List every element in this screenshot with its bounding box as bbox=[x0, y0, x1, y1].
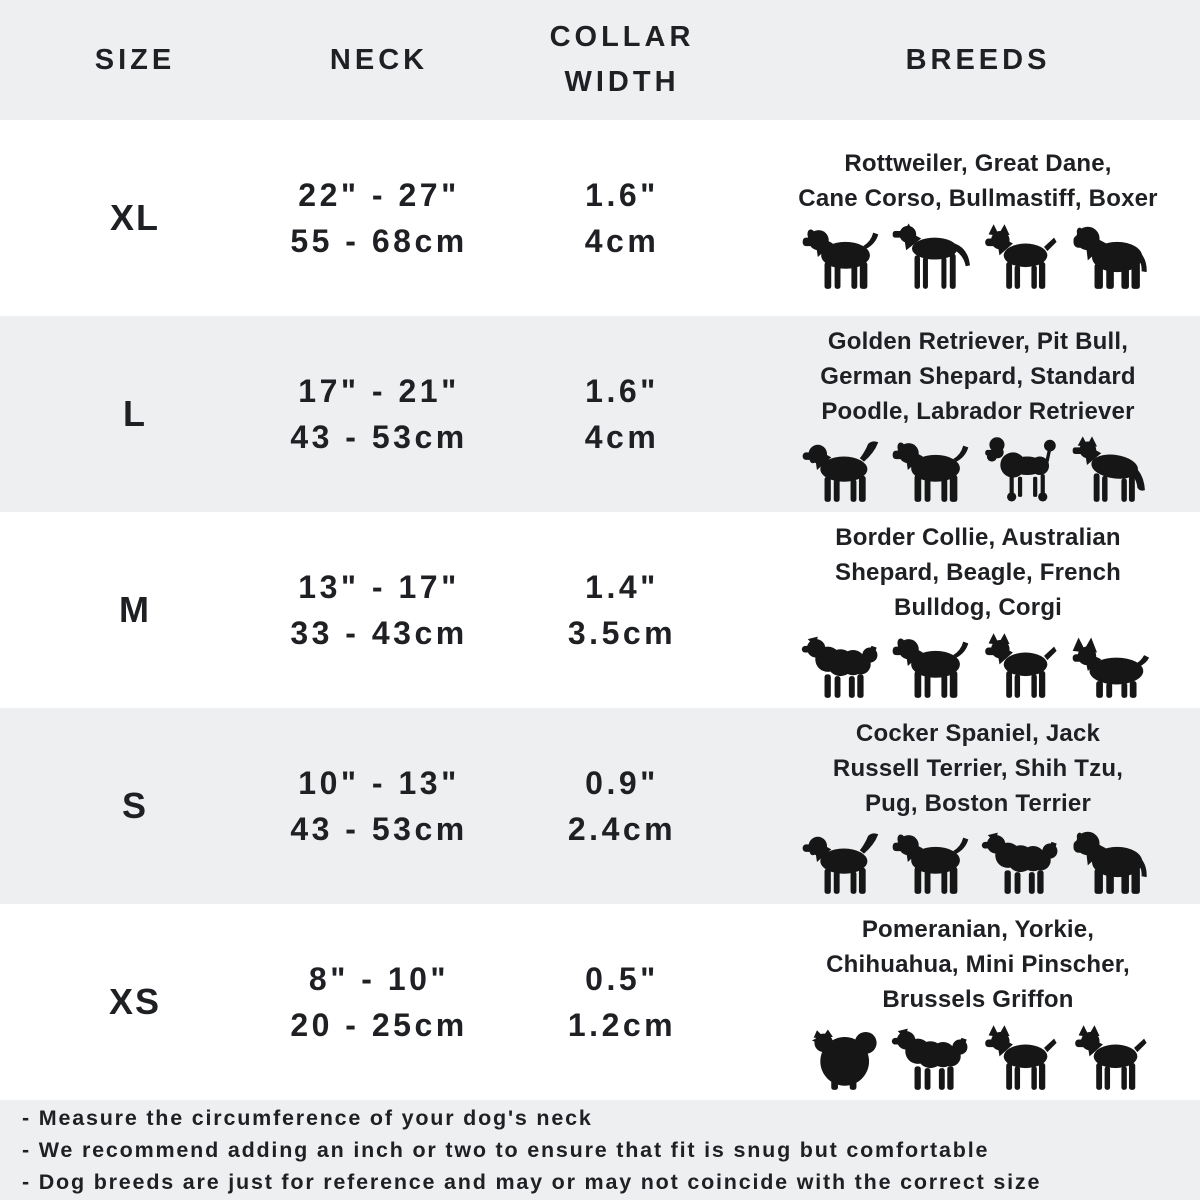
pomeranian-icon bbox=[801, 1024, 885, 1092]
corgi-icon bbox=[1071, 632, 1155, 700]
table-header-row bbox=[0, 0, 1200, 120]
table-row bbox=[0, 316, 1200, 512]
neck-measurement bbox=[270, 368, 488, 460]
header-neck: NECK bbox=[329, 43, 429, 76]
collar-width-measurement bbox=[488, 760, 756, 852]
neck-measurement bbox=[270, 760, 488, 852]
collar-width-centimeters: 1.2cm bbox=[567, 1007, 677, 1043]
breeds-text-line: Cocker Spaniel, Jack bbox=[855, 720, 1101, 747]
size-label: S bbox=[121, 785, 148, 826]
neck-centimeters: 33 - 43cm bbox=[290, 615, 468, 651]
collar-width-centimeters: 4cm bbox=[584, 223, 660, 259]
breeds-text bbox=[826, 912, 1130, 1017]
breeds-text-line: Rottweiler, Great Dane, bbox=[844, 149, 1112, 177]
neck-centimeters: 20 - 25cm bbox=[290, 1007, 468, 1043]
collar-width-measurement bbox=[488, 956, 756, 1048]
neck-measurement bbox=[270, 564, 488, 656]
shih-tzu-icon bbox=[981, 828, 1065, 896]
poodle-icon bbox=[981, 436, 1065, 504]
footnote: - Dog breeds are just for reference and may or may not coincide with the correct size bbox=[22, 1170, 1042, 1194]
golden-retriever-icon bbox=[801, 436, 885, 504]
neck-centimeters: 43 - 53cm bbox=[290, 419, 468, 455]
breeds-cell bbox=[756, 512, 1200, 708]
neck-centimeters: 43 - 53cm bbox=[290, 811, 468, 847]
footnotes bbox=[0, 1100, 1200, 1200]
border-collie-icon bbox=[801, 632, 885, 700]
breeds-text-line: Chihuahua, Mini Pinscher, bbox=[826, 951, 1130, 978]
breeds-text-line: Cane Corso, Bullmastiff, Boxer bbox=[798, 184, 1158, 212]
size-label: XL bbox=[109, 197, 160, 238]
header-size: SIZE bbox=[94, 43, 176, 76]
footnote: - We recommend adding an inch or two to ensure that fit is snug but comfortable bbox=[22, 1138, 990, 1162]
breeds-cell bbox=[756, 708, 1200, 904]
neck-inches: 8" - 10" bbox=[308, 961, 450, 997]
breeds-cell bbox=[756, 316, 1200, 512]
breed-icons bbox=[801, 1024, 1155, 1092]
size-label: M bbox=[119, 589, 151, 630]
beagle-icon bbox=[891, 632, 975, 700]
yorkie-icon bbox=[891, 1024, 975, 1092]
breed-icons bbox=[801, 436, 1155, 504]
jack-russell-icon bbox=[891, 828, 975, 896]
pit-bull-icon bbox=[891, 436, 975, 504]
german-shepherd-icon bbox=[1071, 436, 1155, 504]
chihuahua-icon bbox=[981, 1024, 1065, 1092]
table-body bbox=[0, 120, 1200, 1100]
collar-width-centimeters: 3.5cm bbox=[567, 615, 677, 651]
great-dane-icon bbox=[891, 223, 975, 291]
neck-measurement bbox=[270, 172, 488, 264]
breeds-text-line: German Shepard, Standard bbox=[820, 363, 1136, 390]
breeds-text-line: Bulldog, Corgi bbox=[893, 594, 1063, 621]
breeds-cell bbox=[756, 120, 1200, 316]
collar-width-inches: 1.6" bbox=[585, 177, 659, 213]
breeds-text bbox=[798, 146, 1157, 216]
footnote: - Measure the circumference of your dog's neck bbox=[22, 1106, 593, 1130]
pug-icon bbox=[1071, 828, 1155, 896]
breeds-text bbox=[820, 324, 1136, 429]
cane-corso-icon bbox=[981, 223, 1065, 291]
size-label: XS bbox=[108, 981, 162, 1022]
neck-inches: 10" - 13" bbox=[298, 765, 460, 801]
breeds-text-line: Poodle, Labrador Retriever bbox=[821, 398, 1135, 425]
collar-width-inches: 1.6" bbox=[585, 373, 659, 409]
collar-width-centimeters: 2.4cm bbox=[567, 811, 677, 847]
breeds-text-line: Brussels Griffon bbox=[882, 986, 1074, 1013]
collar-width-inches: 1.4" bbox=[585, 569, 659, 605]
breeds-text-line: Pug, Boston Terrier bbox=[864, 790, 1092, 817]
breeds-text-line: Pomeranian, Yorkie, bbox=[861, 916, 1095, 943]
breeds-text bbox=[835, 520, 1121, 625]
breeds-text-line: Golden Retriever, Pit Bull, bbox=[827, 328, 1129, 355]
neck-measurement bbox=[270, 956, 488, 1048]
breed-icons bbox=[801, 632, 1155, 700]
collar-width-inches: 0.9" bbox=[585, 765, 659, 801]
breed-icons bbox=[801, 828, 1155, 896]
french-bulldog-icon bbox=[981, 632, 1065, 700]
table-row bbox=[0, 904, 1200, 1100]
bullmastiff-icon bbox=[1071, 223, 1155, 291]
header-collar-width: COLLAR WIDTH bbox=[549, 21, 695, 98]
table-row bbox=[0, 120, 1200, 316]
breeds-text bbox=[833, 716, 1123, 821]
breeds-cell bbox=[756, 904, 1200, 1100]
collar-width-centimeters: 4cm bbox=[584, 419, 660, 455]
breeds-text-line: Russell Terrier, Shih Tzu, bbox=[832, 755, 1124, 782]
collar-width-inches: 0.5" bbox=[585, 961, 659, 997]
size-label: L bbox=[123, 393, 147, 434]
breeds-text-line: Border Collie, Australian bbox=[835, 524, 1121, 551]
mini-pinscher-icon bbox=[1071, 1024, 1155, 1092]
neck-inches: 13" - 17" bbox=[298, 569, 460, 605]
header-breeds: BREEDS bbox=[905, 43, 1051, 76]
breeds-text-line: Shepard, Beagle, French bbox=[834, 559, 1121, 586]
breed-icons bbox=[801, 223, 1155, 291]
collar-width-measurement bbox=[488, 564, 756, 656]
neck-inches: 22" - 27" bbox=[298, 177, 460, 213]
collar-width-measurement bbox=[488, 368, 756, 460]
cocker-spaniel-icon bbox=[801, 828, 885, 896]
table-row bbox=[0, 708, 1200, 904]
neck-inches: 17" - 21" bbox=[298, 373, 460, 409]
table-row bbox=[0, 512, 1200, 708]
rottweiler-icon bbox=[801, 223, 885, 291]
collar-width-measurement bbox=[488, 172, 756, 264]
neck-centimeters: 55 - 68cm bbox=[290, 223, 468, 259]
